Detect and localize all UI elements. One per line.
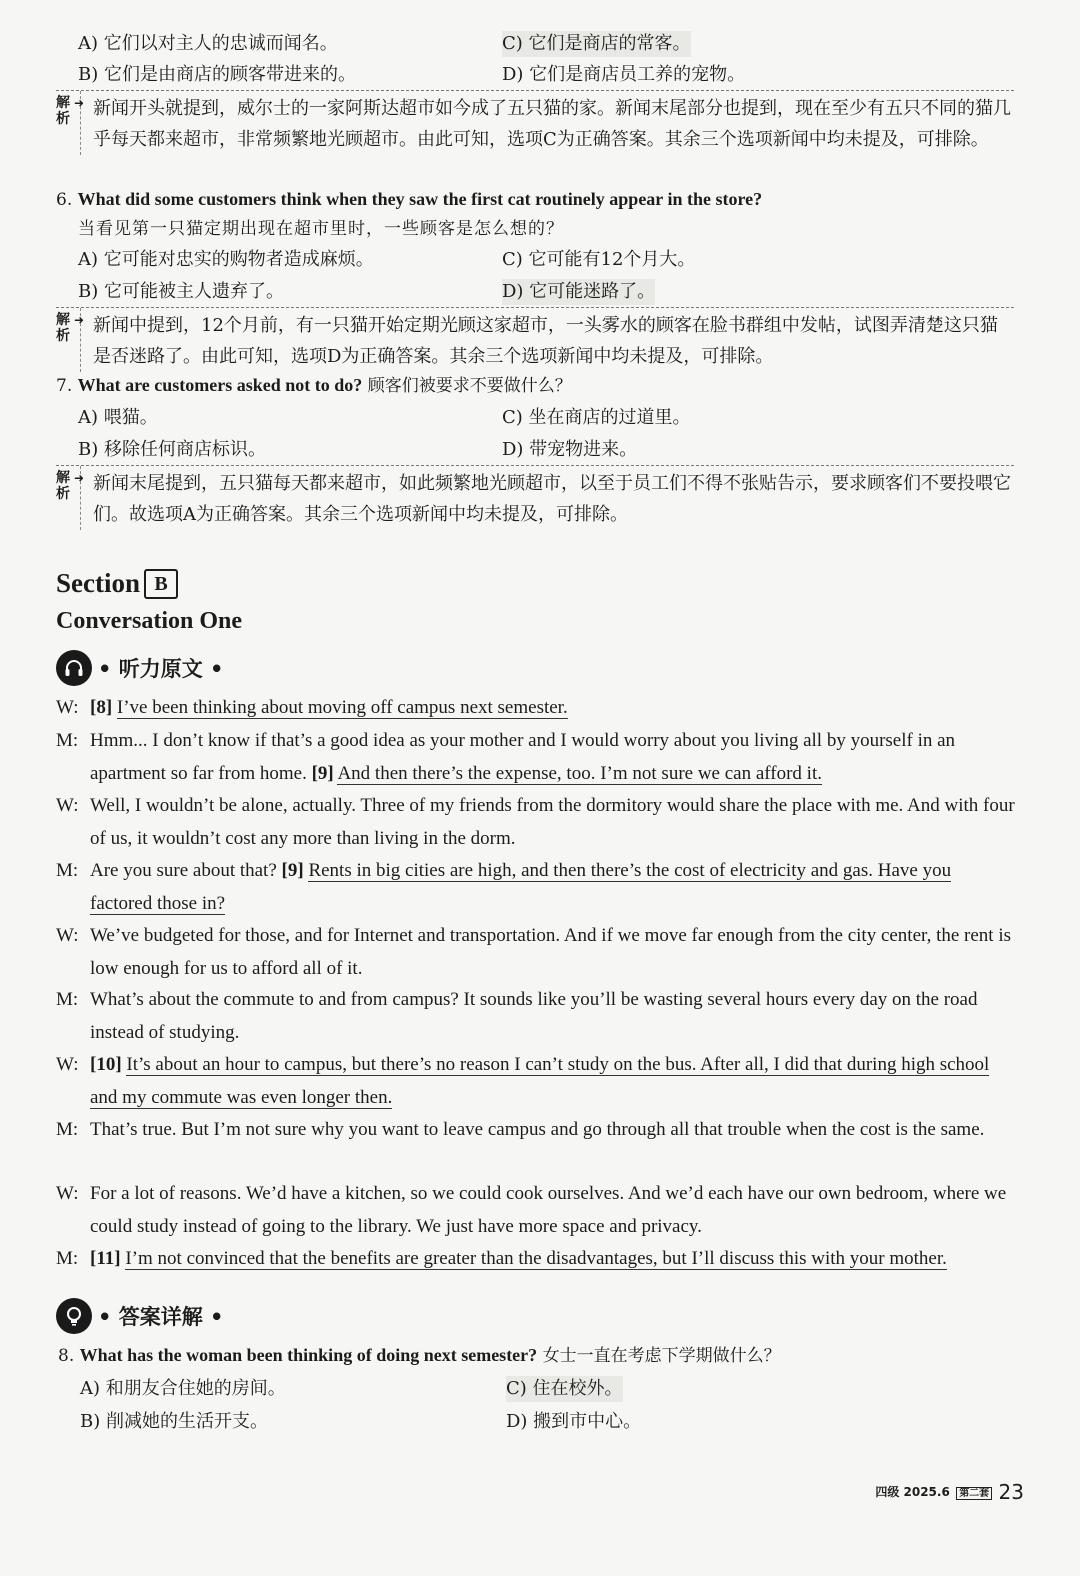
q8-question: 8. What has the woman been thinking of doing next semester? 女士一直在考虑下学期做什么？ bbox=[58, 1345, 781, 1366]
q7-option-b: B) 移除任何商店标识。 bbox=[78, 439, 266, 460]
dialogue-line-5: W: We’ve budgeted for those, and for Internet and transportation. And if we move far enough from the city center, the rent is low enough for us to afford all of it. bbox=[56, 925, 1012, 979]
dialogue-line-1: W: [8] I’ve been thinking about moving off campus next semester. bbox=[56, 697, 568, 718]
q6-option-c: C) 它可能有12个月大。 bbox=[502, 249, 696, 270]
q6-option-a: A) 它可能对忠实的购物者造成麻烦。 bbox=[78, 249, 374, 270]
transcript-header: • 听力原文 • bbox=[56, 649, 223, 687]
q7-option-c: C) 坐在商店的过道里。 bbox=[502, 407, 691, 428]
q5-option-c: C) 它们是商店的常客。 bbox=[502, 31, 691, 57]
dialogue-line-6: M: What’s about the commute to and from campus? It sounds like you’ll be wasting several hours every day on the road instead of studying. bbox=[56, 989, 978, 1043]
q6-option-b: B) 它可能被主人遗弃了。 bbox=[78, 281, 284, 302]
q7-question: 7. What are customers asked not to do? 顾客们被要求不要做什么？ bbox=[56, 375, 572, 396]
analysis-tag: 解 析 ➜ bbox=[56, 95, 85, 127]
q6-question-cn: 当看见第一只猫定期出现在超市里时，一些顾客是怎么想的？ bbox=[78, 219, 564, 239]
q5-analysis bbox=[56, 90, 1014, 155]
q6-question: 6. What did some customers think when they saw the first cat routinely appear in the store? bbox=[56, 189, 763, 210]
q6-option-d: D) 它可能迷路了。 bbox=[502, 279, 655, 305]
arrow-icon: ➜ bbox=[74, 96, 85, 110]
footer-set-badge: 第二套 bbox=[956, 1487, 992, 1500]
page-footer bbox=[875, 1480, 1024, 1504]
dialogue-line-7: W: [10] It’s about an hour to campus, but there’s no reason I can’t study on the bus. After all, I did that during high school and my commute was even longer then. bbox=[56, 1054, 990, 1108]
dialogue-line-8: M: That’s true. But I’m not sure why you want to leave campus and go through all that trouble when the cost is the same. bbox=[56, 1119, 985, 1140]
q5-analysis-text: 新闻开头就提到，威尔士的一家阿斯达超市如今成了五只猫的家。新闻末尾部分也提到，现在至少有五只不同的猫几乎每天都来超市，非常频繁地光顾超市。由此可知，选项C为正确答案。其余三个选项新闻中均未提及，可排除。 bbox=[80, 91, 1014, 155]
arrow-icon: ➜ bbox=[74, 313, 85, 327]
page-number: 23 bbox=[998, 1480, 1024, 1504]
headphones-icon bbox=[56, 650, 92, 686]
q5-option-a: A) 它们以对主人的忠诚而闻名。 bbox=[78, 33, 338, 54]
q5-option-b: B) 它们是由商店的顾客带进来的。 bbox=[78, 64, 356, 85]
conversation-title: Conversation One bbox=[56, 608, 242, 634]
q8-option-b: B) 削减她的生活开支。 bbox=[80, 1411, 268, 1432]
q8-option-c: C) 住在校外。 bbox=[506, 1376, 623, 1402]
q7-analysis: 解 析 ➜ 新闻末尾提到，五只猫每天都来超市，如此频繁地光顾超市，以至于员工们不得不张贴告示，要求顾客们不要投喂它们。故选项A为正确答案。其余三个选项新闻中均未提及，可排除。 bbox=[56, 465, 1014, 530]
footer-issue: 四级 2025.6 bbox=[875, 1485, 950, 1499]
dialogue-line-10: M: [11] I’m not convinced that the benefits are greater than the disadvantages, but I’ll discuss this with your mother. bbox=[56, 1248, 947, 1269]
dialogue-line-4: M: Are you sure about that? [9] Rents in big cities are high, and then there’s the cost of electricity and gas. Have you factored those in? bbox=[56, 860, 952, 914]
dialogue-line-2: M: Hmm... I don’t know if that’s a good idea as your mother and I would worry about you living all by yourself in an apartment so far from home. [9] And then there’s the expense, too. I’m not sure we can afford it. bbox=[56, 730, 956, 784]
dialogue-line-3: W: Well, I wouldn’t be alone, actually. Three of my friends from the dormitory would share the place with me. And with four of us, it wouldn’t cost any more than living in the dorm. bbox=[56, 795, 1015, 849]
q6-analysis: 解 析 ➜ 新闻中提到，12个月前，有一只猫开始定期光顾这家超市，一头雾水的顾客在脸书群组中发帖，试图弄清楚这只猫是否迷路了。由此可知，选项D为正确答案。其余三个选项新闻中均未提及，可排除。 bbox=[56, 307, 1014, 372]
lightbulb-icon bbox=[56, 1298, 92, 1334]
q6-analysis-text: 新闻中提到，12个月前，有一只猫开始定期光顾这家超市，一头雾水的顾客在脸书群组中发帖，试图弄清楚这只猫是否迷路了。由此可知，选项D为正确答案。其余三个选项新闻中均未提及，可排除。 bbox=[80, 308, 1014, 372]
dialogue-line-9: W: For a lot of reasons. We’d have a kitchen, so we could cook ourselves. And we’d each have our own bedroom, where we could study instead of going to the library. We just have more space and privacy. bbox=[56, 1183, 1007, 1237]
arrow-icon: ➜ bbox=[74, 471, 85, 485]
q8-option-a: A) 和朋友合住她的房间。 bbox=[80, 1378, 286, 1399]
q7-option-a: A) 喂猫。 bbox=[78, 407, 158, 428]
q7-option-d: D) 带宠物进来。 bbox=[502, 439, 638, 460]
section-letter-badge: B bbox=[144, 569, 178, 599]
q7-analysis-text: 新闻末尾提到，五只猫每天都来超市，如此频繁地光顾超市，以至于员工们不得不张贴告示，要求顾客们不要投喂它们。故选项A为正确答案。其余三个选项新闻中均未提及，可排除。 bbox=[80, 466, 1014, 530]
q8-option-d: D) 搬到市中心。 bbox=[506, 1411, 642, 1432]
q5-option-d: D) 它们是商店员工养的宠物。 bbox=[502, 64, 746, 85]
answer-header: • 答案详解 • bbox=[56, 1297, 223, 1335]
section-heading: Section B bbox=[56, 568, 178, 599]
